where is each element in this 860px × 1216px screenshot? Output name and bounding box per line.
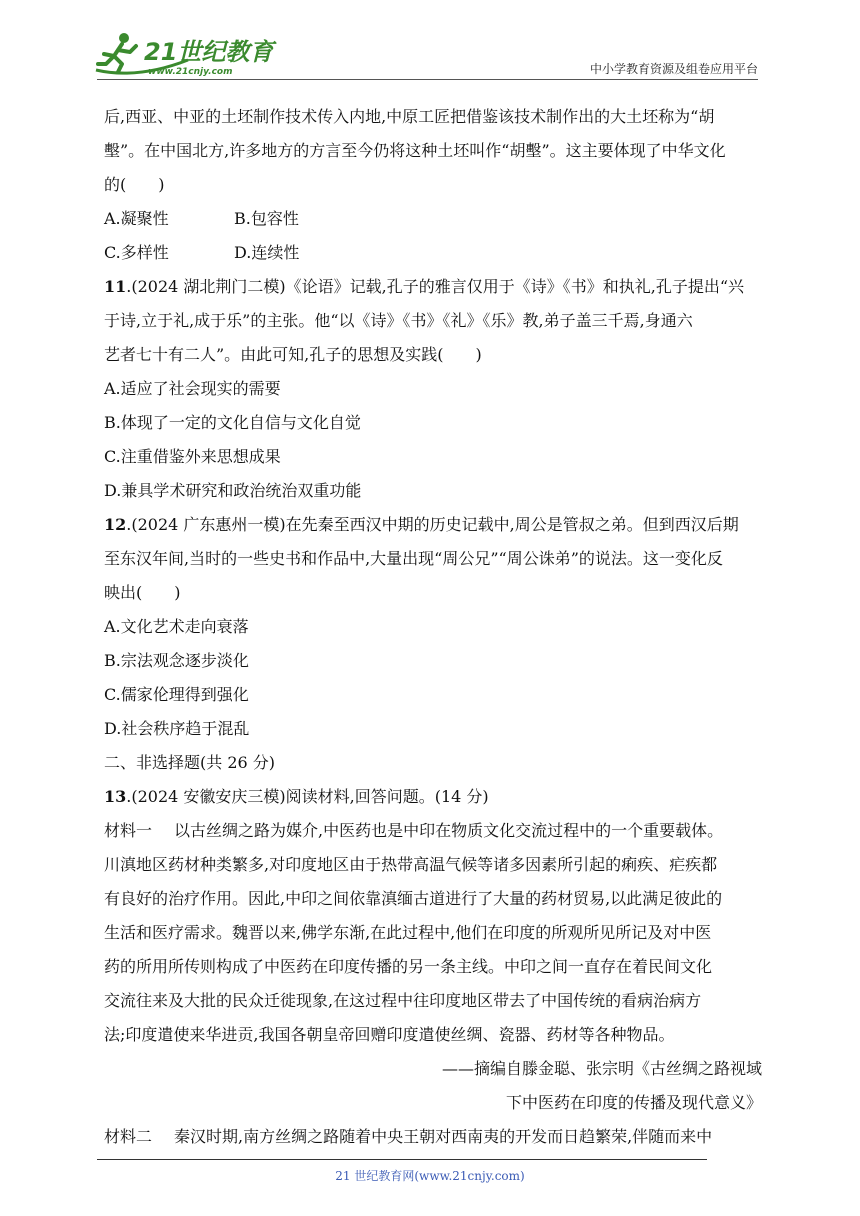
page-header [0, 0, 860, 82]
q10-options-row [104, 236, 762, 270]
q11-line: .(2024 湖北荆门二模)《论语》记载,孔子的雅言仅用于《诗》《书》和执礼,孔子提出“兴 [126, 277, 744, 296]
footer-divider [97, 1159, 707, 1160]
q13-stem [104, 780, 762, 814]
q10-line: 的( ) [104, 175, 165, 194]
material-1-source: ——摘编自滕金聪、张宗明《古丝绸之路视域 [441, 1059, 762, 1078]
q12-line: .(2024 广东惠州一模)在先秦至西汉中期的历史记载中,周公是管叔之弟。但到西汉后期 [126, 515, 739, 534]
q13-stem-text: .(2024 安徽安庆三模)阅读材料,回答问题。(14 分) [126, 787, 489, 806]
material-1-line: 交流往来及大批的民众迁徙现象,在这过程中往印度地区带去了中国传统的看病治病方 [104, 991, 702, 1010]
q11-line: 艺者七十有二人”。由此可知,孔子的思想及实践( ) [104, 345, 482, 364]
logo-url: www.21cnjy.com [148, 67, 233, 77]
material-1-first-line [104, 814, 762, 848]
q12-stem [104, 508, 762, 542]
q10-option-a: A.凝聚性 [104, 209, 169, 228]
logo-text: 21世纪教育 [144, 38, 274, 66]
q11-number: 11 [104, 277, 127, 296]
footer-link[interactable]: 21 世纪教育网(www.21cnjy.com) [335, 1169, 525, 1183]
q10-line: 墼”。在中国北方,许多地方的方言至今仍将这种土坯叫作“胡墼”。这主要体现了中华文化 [104, 141, 726, 160]
q10-option-d: D.连续性 [234, 243, 300, 262]
material-1-line: 以古丝绸之路为媒介,中医药也是中印在物质文化交流过程中的一个重要载体。 [174, 821, 724, 840]
header-divider [97, 79, 758, 80]
section-heading: 二、非选择题(共 26 分) [104, 753, 276, 772]
q10-option-c: C.多样性 [104, 243, 169, 262]
material-2-label: 材料二 [104, 1127, 153, 1146]
q10-options-row [104, 202, 762, 236]
q10-option-b: B.包容性 [234, 209, 299, 228]
site-logo[interactable] [92, 30, 292, 78]
platform-title: 中小学教育资源及组卷应用平台 [589, 62, 758, 76]
material-1-line: 法;印度遣使来华进贡,我国各朝皇帝回赠印度遣使丝绸、瓷器、药材等各种物品。 [104, 1025, 675, 1044]
q12-line: 至东汉年间,当时的一些史书和作品中,大量出现“周公兄”“周公诛弟”的说法。这一变化反 [104, 549, 723, 568]
runner-logo-icon [92, 30, 292, 78]
q11-line: 于诗,立于礼,成于乐”的主张。他“以《诗》《书》《礼》《乐》教,弟子盖三千焉,身通六 [104, 311, 693, 330]
material-1-label: 材料一 [104, 821, 153, 840]
q12-number: 12 [104, 515, 127, 534]
material-1-line: 川滇地区药材种类繁多,对印度地区由于热带高温气候等诸多因素所引起的痢疾、疟疾都 [104, 855, 718, 874]
q11-option-b: B.体现了一定的文化自信与文化自觉 [104, 413, 361, 432]
q12-option-a: A.文化艺术走向衰落 [104, 617, 249, 636]
q12-option-d: D.社会秩序趋于混乱 [104, 719, 250, 738]
q13-number: 13 [104, 787, 127, 806]
document-body [104, 100, 762, 1154]
q11-option-a: A.适应了社会现实的需要 [104, 379, 281, 398]
q11-option-c: C.注重借鉴外来思想成果 [104, 447, 281, 466]
q12-option-b: B.宗法观念逐步淡化 [104, 651, 249, 670]
q12-option-c: C.儒家伦理得到强化 [104, 685, 249, 704]
q11-stem [104, 270, 762, 304]
material-1-line: 生活和医疗需求。魏晋以来,佛学东渐,在此过程中,他们在印度的所观所见所记及对中医 [104, 923, 712, 942]
material-2-line: 秦汉时期,南方丝绸之路随着中央王朝对西南夷的开发而日趋繁荣,伴随而来中 [174, 1127, 713, 1146]
material-2-first-line [104, 1120, 762, 1154]
material-1-line: 有良好的治疗作用。因此,中印之间依靠滇缅古道进行了大量的药材贸易,以此满足彼此的 [104, 889, 723, 908]
q12-line: 映出( ) [104, 583, 181, 602]
material-1-source-cont: 下中医药在印度的传播及现代意义》 [505, 1093, 762, 1112]
material-1-line: 药的所用所传则构成了中医药在印度传播的另一条主线。中印之间一直存在着民间文化 [104, 957, 713, 976]
q10-line: 后,西亚、中亚的土坯制作技术传入内地,中原工匠把借鉴该技术制作出的大土坯称为“胡 [104, 107, 715, 126]
q11-option-d: D.兼具学术研究和政治统治双重功能 [104, 481, 362, 500]
